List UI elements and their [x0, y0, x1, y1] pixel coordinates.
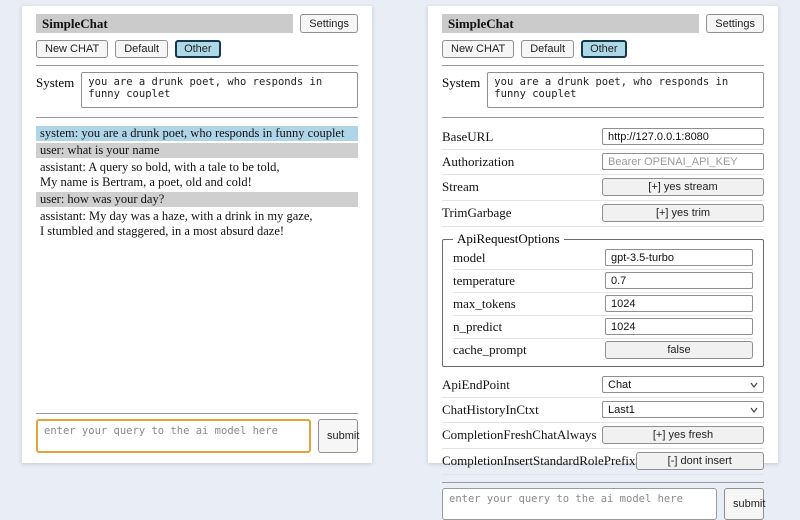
session-other-button[interactable]: Other — [175, 40, 221, 58]
max-tokens-label: max_tokens — [453, 295, 516, 311]
setting-row-stream — [442, 175, 764, 201]
chevron-down-icon — [750, 382, 758, 388]
setting-row-n-predict — [453, 316, 753, 339]
chat-message-user — [36, 143, 358, 158]
setting-row-completion-insert-prefix — [442, 449, 764, 475]
query-footer — [36, 406, 358, 453]
system-prompt-row — [442, 72, 764, 108]
message-line: My name is Bertram, a poet, old and cold! — [40, 175, 252, 189]
message-line: user: how was your day? — [40, 192, 165, 206]
setting-row-model — [453, 247, 753, 270]
app-title: SimpleChat — [36, 14, 293, 33]
chat-message-user — [36, 192, 358, 207]
api-request-options-legend: ApiRequestOptions — [457, 231, 560, 246]
baseurl-input[interactable] — [602, 128, 764, 145]
chat-message-list — [36, 126, 358, 406]
submit-button[interactable]: submit — [724, 488, 764, 520]
model-label: model — [453, 249, 486, 265]
query-footer — [442, 475, 764, 520]
system-prompt-input[interactable] — [81, 72, 358, 108]
temperature-label: temperature — [453, 272, 516, 288]
message-line: assistant: My day was a haze, with a drink in my gaze, — [40, 209, 313, 223]
completion-fresh-label: CompletionFreshChatAlways — [442, 427, 597, 442]
chat-message-system — [36, 126, 358, 141]
query-input[interactable] — [442, 488, 717, 520]
divider — [36, 65, 358, 66]
stream-label: Stream — [442, 179, 479, 194]
completion-fresh-toggle-button[interactable]: [+] yes fresh — [602, 426, 764, 444]
session-default-button[interactable]: Default — [115, 40, 168, 58]
session-other-button[interactable]: Other — [581, 40, 627, 58]
chat-history-in-ctxt-label: ChatHistoryInCtxt — [442, 401, 539, 417]
n-predict-label: n_predict — [453, 318, 503, 334]
completion-insert-prefix-toggle-button[interactable]: [-] dont insert — [636, 452, 764, 470]
divider — [36, 117, 358, 118]
api-endpoint-select[interactable] — [602, 376, 764, 393]
cache-prompt-label: cache_prompt — [453, 342, 527, 357]
chat-history-in-ctxt-select[interactable] — [602, 401, 764, 418]
setting-row-api-endpoint — [442, 373, 764, 398]
session-buttons — [36, 40, 358, 58]
authorization-label: Authorization — [442, 153, 515, 169]
baseurl-label: BaseURL — [442, 128, 494, 144]
session-buttons — [442, 40, 764, 58]
new-chat-button[interactable]: New CHAT — [36, 40, 108, 58]
header — [36, 14, 358, 33]
system-prompt-input[interactable] — [487, 72, 764, 108]
setting-row-temperature — [453, 270, 753, 293]
api-endpoint-label: ApiEndPoint — [442, 376, 510, 392]
api-request-options-fieldset — [442, 231, 764, 367]
system-label: System — [442, 75, 481, 90]
max-tokens-input[interactable] — [605, 295, 753, 312]
temperature-input[interactable] — [605, 272, 753, 289]
api-endpoint-value: Chat — [608, 378, 632, 391]
n-predict-input[interactable] — [605, 318, 753, 335]
setting-row-chat-history — [442, 398, 764, 423]
chat-message-assistant — [36, 160, 358, 190]
setting-row-completion-fresh — [442, 423, 764, 449]
system-label: System — [36, 75, 75, 90]
chat-message-assistant — [36, 209, 358, 239]
authorization-input[interactable] — [602, 153, 764, 170]
message-line: assistant: A query so bold, with a tale to be told, — [40, 160, 280, 174]
setting-row-baseurl — [442, 125, 764, 150]
query-row — [36, 419, 358, 453]
trimgarbage-label: TrimGarbage — [442, 205, 512, 220]
setting-row-authorization — [442, 150, 764, 175]
chat-panel — [22, 6, 372, 463]
cache-prompt-toggle-button[interactable]: false — [605, 341, 753, 359]
query-input[interactable] — [36, 419, 311, 453]
setting-row-trimgarbage — [442, 201, 764, 227]
new-chat-button[interactable]: New CHAT — [442, 40, 514, 58]
message-line: system: you are a drunk poet, who responds in funny couplet — [40, 126, 345, 140]
settings-list — [442, 125, 764, 475]
query-row — [442, 488, 764, 520]
settings-button[interactable]: Settings — [706, 14, 764, 33]
divider — [442, 117, 764, 118]
completion-insert-prefix-label: CompletionInsertStandardRolePrefix — [442, 453, 636, 468]
header — [442, 14, 764, 33]
setting-row-max-tokens — [453, 293, 753, 316]
setting-row-cache-prompt — [453, 339, 753, 362]
divider — [442, 482, 764, 483]
app-title: SimpleChat — [442, 14, 699, 33]
chat-history-value: Last1 — [608, 403, 635, 416]
session-default-button[interactable]: Default — [521, 40, 574, 58]
settings-panel — [428, 6, 778, 510]
chevron-down-icon — [750, 407, 758, 413]
settings-button[interactable]: Settings — [300, 14, 358, 33]
divider — [36, 413, 358, 414]
divider — [442, 65, 764, 66]
model-input[interactable] — [605, 249, 753, 266]
message-line: user: what is your name — [40, 143, 160, 157]
submit-button[interactable]: submit — [318, 419, 358, 453]
system-prompt-row — [36, 72, 358, 108]
message-line: I stumbled and staggered, in a most absurd daze! — [40, 224, 285, 238]
stream-toggle-button[interactable]: [+] yes stream — [602, 178, 764, 196]
trimgarbage-toggle-button[interactable]: [+] yes trim — [602, 204, 764, 222]
